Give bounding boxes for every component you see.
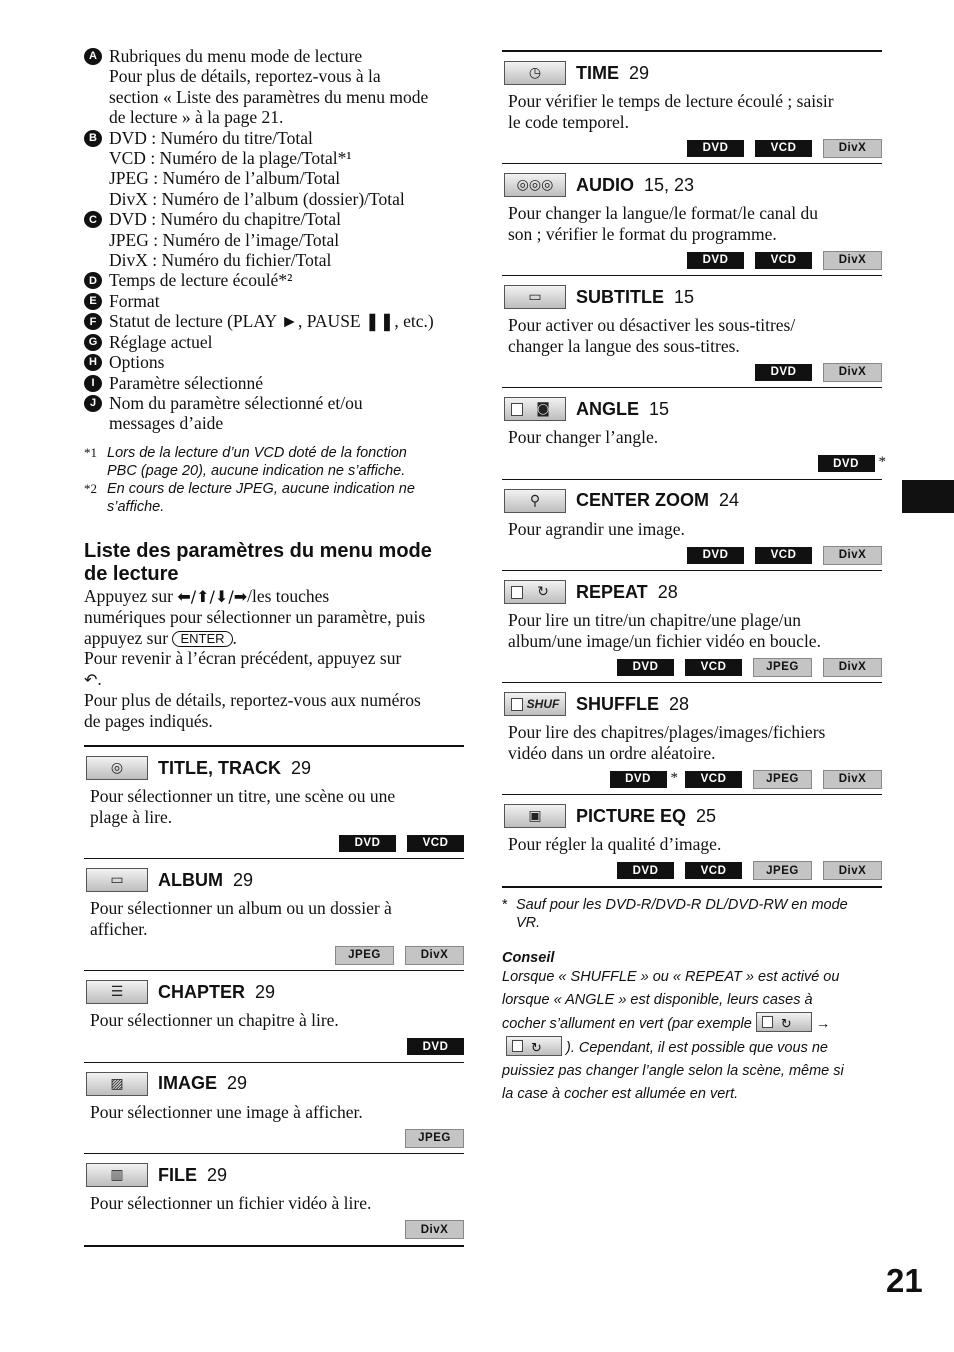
parameter-description	[508, 203, 882, 244]
format-tag-dvd: DVD	[407, 1038, 464, 1055]
description-line: Pour lire un titre/un chapitre/une plage/un	[508, 610, 802, 630]
format-tag-divx: DivX	[823, 139, 882, 158]
format-tag-vcd: VCD	[685, 771, 742, 788]
parameter-name: REPEAT	[576, 581, 648, 602]
parameter-item	[502, 794, 882, 886]
legend-item	[84, 291, 464, 311]
description-line: afficher.	[90, 918, 148, 939]
parameter-page: 29	[233, 869, 254, 890]
format-tag-divx: DivX	[823, 251, 882, 270]
film-icon	[86, 1163, 148, 1187]
legend-line: VCD : Numéro de la plage/Total*¹	[109, 148, 352, 169]
parameter-description	[508, 91, 882, 132]
format-tags	[502, 454, 886, 473]
legend-text	[109, 291, 160, 311]
format-tag-vcd: VCD	[685, 862, 742, 879]
return-icon: ↶	[84, 669, 98, 689]
legend-line: DVD : Numéro du chapitre/Total	[109, 209, 342, 230]
parameter-description	[90, 1193, 464, 1214]
legend-text	[109, 373, 263, 393]
parameter-description	[90, 1102, 464, 1123]
format-tag-divx: DivX	[823, 363, 882, 382]
right-column	[502, 50, 886, 1106]
format-tag-vcd: VCD	[755, 140, 812, 157]
footnote	[84, 444, 464, 480]
parameter-list-left	[84, 745, 464, 1247]
repeat-icon	[504, 580, 566, 604]
parameter-page: 24	[719, 490, 740, 510]
parameter-item	[502, 163, 882, 275]
conseil-heading: Conseil	[502, 949, 555, 966]
legend-line: Paramètre sélectionné	[109, 372, 264, 393]
format-tags	[502, 139, 882, 157]
subtitle-icon	[504, 285, 566, 309]
legend-line: Format	[109, 290, 160, 311]
text: appuyez sur	[84, 627, 173, 648]
text: la case à cocher est allumée en vert.	[502, 1085, 739, 1102]
disc-icon	[86, 756, 148, 780]
format-tag-divx: DivX	[823, 770, 882, 789]
parameter-page: 15, 23	[644, 174, 695, 195]
camera-icon	[504, 397, 566, 421]
parameter-page: 29	[255, 981, 276, 1002]
parameter-description	[508, 315, 882, 356]
description-line: le code temporel.	[508, 111, 629, 132]
text: Pour plus de détails, reportez-vous aux numéros	[84, 690, 421, 711]
text: /les touches	[247, 585, 330, 606]
parameter-header	[502, 579, 882, 605]
parameter-item	[84, 747, 464, 858]
format-tag-jpeg: JPEG	[753, 861, 812, 880]
text: numériques pour sélectionner un paramètre, puis	[84, 607, 426, 628]
legend-text	[109, 270, 292, 290]
format-tag-dvd: DVD	[687, 252, 744, 269]
format-tag-dvd: DVD	[818, 455, 875, 472]
footnote	[84, 480, 464, 516]
format-tags	[502, 546, 882, 564]
legend-item	[84, 209, 464, 270]
audio-icon	[504, 173, 566, 197]
format-tags	[84, 946, 464, 964]
parameter-page: 29	[629, 62, 650, 83]
format-tag-dvd: DVD	[339, 835, 396, 852]
icon-glyph: SHUF	[526, 697, 560, 711]
parameter-name: TITLE, TRACK	[158, 757, 281, 778]
description-line: album/une image/un fichier vidéo en boucle.	[508, 630, 821, 651]
footnote-line: VR.	[516, 914, 541, 931]
footnote-mark: *1	[84, 444, 97, 460]
format-tag-jpeg: JPEG	[753, 658, 812, 677]
text: cocher s’allument en vert (par exemple	[502, 1015, 752, 1032]
instructions	[84, 586, 464, 732]
format-tags	[502, 862, 882, 880]
format-tag-dvd: DVD	[617, 659, 674, 676]
parameter-header	[502, 396, 882, 422]
callout-letter-badge: B	[84, 130, 102, 147]
legend-line: DVD : Numéro du titre/Total	[109, 127, 313, 148]
callout-letter-badge: C	[84, 211, 102, 228]
legend-item	[84, 352, 464, 372]
icon-glyph: ☰	[110, 984, 124, 1001]
format-tags	[502, 251, 882, 269]
parameter-item	[502, 682, 882, 794]
text: .	[232, 627, 237, 648]
format-tag-dvd: DVD	[610, 771, 667, 788]
parameter-header	[84, 867, 464, 893]
callout-letter-badge: G	[84, 334, 102, 351]
legend-line: Statut de lecture (PLAY ►, PAUSE ❚❚, etc.)	[109, 311, 434, 332]
parameter-page: 29	[207, 1164, 228, 1185]
callout-legend	[84, 46, 464, 434]
parameter-description	[508, 519, 882, 540]
description-line: changer la langue des sous-titres.	[508, 335, 740, 356]
icon-glyph: ▭	[528, 289, 542, 305]
parameter-header	[502, 60, 882, 86]
format-tag-vcd: VCD	[755, 252, 812, 269]
legend-item	[84, 373, 464, 393]
side-tab-marker	[902, 480, 954, 513]
description-line: son ; vérifier le format du programme.	[508, 223, 777, 244]
callout-letter-badge: A	[84, 48, 102, 65]
legend-text	[109, 209, 341, 270]
icon-glyph: ◎◎◎	[516, 177, 554, 193]
conseil-text	[502, 966, 882, 1106]
footnote-text	[107, 444, 407, 480]
folder-icon	[86, 868, 148, 892]
shuffle-icon	[504, 692, 566, 716]
parameter-name: AUDIO	[576, 174, 634, 195]
parameter-header	[84, 1162, 464, 1188]
asterisk-mark: *	[670, 769, 678, 786]
description-line: Pour lire des chapitres/plages/images/fichiers	[508, 722, 826, 742]
icon-glyph: ↻	[537, 584, 549, 600]
parameter-page: 28	[657, 581, 678, 602]
legend-line: DivX : Numéro du fichier/Total	[109, 250, 332, 271]
legend-item	[84, 46, 464, 128]
footnote-line: Lors de la lecture d’un VCD doté de la fonction	[107, 444, 407, 461]
description-line: Pour sélectionner un titre, une scène ou une	[90, 786, 396, 807]
arrow-keys-icon: ⬅/⬆/⬇/➡	[177, 586, 248, 606]
format-tag-dvd: DVD	[687, 547, 744, 564]
icon-glyph: ▥	[110, 1167, 124, 1184]
repeat-checkbox-icon: ↻	[756, 1012, 812, 1032]
parameter-item	[84, 1062, 464, 1154]
legend-line: JPEG : Numéro de l’album/Total	[109, 168, 341, 189]
parameter-header	[502, 691, 882, 717]
format-tags	[502, 770, 882, 788]
icon-glyph: ▣	[528, 808, 542, 824]
left-column	[84, 46, 464, 1247]
legend-line: Rubriques du menu mode de lecture	[109, 46, 363, 66]
format-tag-divx: DivX	[405, 946, 464, 965]
footnote-line: s’affiche.	[107, 498, 165, 515]
parameter-header	[502, 284, 882, 310]
clapper-icon	[86, 980, 148, 1004]
parameter-name: CHAPTER	[158, 981, 246, 1002]
callout-letter-badge: D	[84, 272, 102, 289]
legend-text	[109, 393, 363, 434]
legend-line: Nom du paramètre sélectionné et/ou	[109, 392, 363, 413]
icon-glyph: ◙	[536, 401, 550, 417]
right-footnote	[502, 896, 882, 932]
footnote-text	[107, 480, 415, 516]
callout-letter-badge: H	[84, 354, 102, 371]
parameter-item	[502, 275, 882, 387]
parameter-description	[508, 610, 882, 651]
callout-letter-badge: E	[84, 293, 102, 310]
format-tag-vcd: VCD	[755, 547, 812, 564]
icon-glyph: ▨	[110, 1075, 124, 1092]
description-line: Pour sélectionner un chapitre à lire.	[90, 1010, 339, 1031]
format-tags	[84, 1038, 464, 1056]
format-tags	[84, 1129, 464, 1147]
format-tag-dvd: DVD	[687, 140, 744, 157]
format-tag-jpeg: JPEG	[753, 770, 812, 789]
text: Pour revenir à l’écran précédent, appuyez sur	[84, 648, 402, 669]
format-tag-vcd: VCD	[685, 659, 742, 676]
footnote-line: PBC (page 20), aucune indication ne s’affiche.	[107, 462, 406, 479]
icon-glyph: ◎	[110, 760, 124, 777]
icon-glyph: ⚲	[529, 492, 541, 509]
text: puissiez pas changer l’angle selon la scène, même si	[502, 1062, 844, 1079]
description-line: Pour changer la langue/le format/le canal du	[508, 203, 819, 223]
parameter-description	[508, 427, 882, 448]
clock-icon	[504, 61, 566, 85]
footnote-line: En cours de lecture JPEG, aucune indication ne	[107, 480, 415, 497]
parameter-name: CENTER ZOOM	[576, 490, 709, 510]
parameter-item	[84, 970, 464, 1062]
parameter-name: SHUFFLE	[576, 693, 659, 714]
format-tags	[84, 1221, 464, 1239]
footnote-mark: *	[502, 896, 508, 913]
legend-text	[109, 46, 428, 128]
parameter-name: FILE	[158, 1164, 197, 1185]
parameter-header	[84, 1071, 464, 1097]
parameter-description	[90, 1010, 464, 1031]
description-line: Pour sélectionner une image à afficher.	[90, 1101, 363, 1122]
zoom-icon	[504, 489, 566, 513]
description-line: plage à lire.	[90, 806, 173, 827]
description-line: Pour sélectionner un album ou un dossier à	[90, 898, 392, 919]
legend-line: section « Liste des paramètres du menu mode	[109, 86, 429, 107]
footnotes	[84, 444, 464, 516]
parameter-header	[84, 755, 464, 781]
section-heading-line: de lecture	[84, 562, 179, 585]
format-tags	[502, 658, 882, 676]
legend-item	[84, 332, 464, 352]
callout-letter-badge: I	[84, 375, 102, 392]
legend-line: messages d’aide	[109, 413, 224, 434]
parameter-header	[502, 803, 882, 829]
checkbox-icon	[511, 403, 523, 416]
arrow-icon: →	[815, 1015, 831, 1032]
text: .	[97, 668, 102, 689]
parameter-description	[90, 786, 464, 827]
legend-text	[109, 128, 405, 210]
parameter-header	[84, 979, 464, 1005]
format-tags	[502, 363, 882, 381]
parameter-page: 15	[649, 398, 670, 419]
parameter-header	[502, 488, 882, 514]
parameter-description	[508, 722, 882, 763]
format-tags	[84, 834, 464, 852]
description-line: vidéo dans un ordre aléatoire.	[508, 742, 716, 763]
parameter-item	[502, 387, 886, 479]
parameter-name: IMAGE	[158, 1073, 218, 1094]
legend-line: Temps de lecture écoulé*²	[109, 270, 293, 291]
text: Lorsque « SHUFFLE » ou « REPEAT » est activé ou	[502, 968, 840, 985]
icon-glyph: ◷	[528, 65, 542, 81]
section-heading	[84, 540, 464, 586]
format-tag-divx: DivX	[823, 546, 882, 565]
parameter-item	[84, 858, 464, 970]
parameter-name: SUBTITLE	[576, 286, 664, 307]
parameter-item	[502, 52, 882, 163]
text: lorsque « ANGLE » est disponible, leurs cases à	[502, 991, 813, 1008]
format-tag-jpeg: JPEG	[405, 1129, 464, 1148]
parameter-page: 29	[227, 1073, 248, 1094]
asterisk-mark: *	[878, 454, 886, 470]
legend-item	[84, 311, 464, 331]
legend-line: DivX : Numéro de l’album (dossier)/Total	[109, 188, 405, 209]
section-heading-line: Liste des paramètres du menu mode	[84, 539, 432, 562]
checkbox-icon	[511, 586, 523, 599]
text: Appuyez sur	[84, 585, 178, 606]
checkbox-icon	[511, 698, 523, 711]
parameter-item	[502, 570, 882, 682]
parameter-name: TIME	[576, 62, 619, 83]
parameter-item	[502, 479, 882, 571]
legend-line: Options	[109, 352, 165, 373]
parameter-description	[90, 898, 464, 939]
text: ). Cependant, il est possible que vous ne	[566, 1039, 828, 1056]
legend-text	[109, 352, 164, 372]
callout-letter-badge: F	[84, 313, 102, 330]
description-line: Pour sélectionner un fichier vidéo à lire.	[90, 1193, 372, 1214]
text: de pages indiqués.	[84, 710, 213, 731]
parameter-page: 15	[674, 286, 695, 307]
parameter-name: ALBUM	[158, 869, 223, 890]
format-tag-divx: DivX	[823, 658, 882, 677]
parameter-page: 29	[291, 757, 312, 778]
legend-item	[84, 270, 464, 290]
footnote-line: Sauf pour les DVD-R/DVD-R DL/DVD-RW en mode	[516, 896, 848, 913]
picture-icon	[86, 1072, 148, 1096]
legend-text	[109, 311, 434, 331]
description-line: Pour régler la qualité d’image.	[508, 834, 722, 854]
format-tag-jpeg: JPEG	[335, 946, 394, 965]
enter-key-icon: ENTER	[172, 631, 232, 647]
legend-item	[84, 393, 464, 434]
format-tag-divx: DivX	[823, 861, 882, 880]
legend-line: Pour plus de détails, reportez-vous à la	[109, 66, 381, 87]
parameter-header	[502, 172, 882, 198]
parameter-page: 28	[669, 693, 690, 714]
page-number: 21	[886, 1262, 923, 1299]
parameter-name: ANGLE	[576, 398, 639, 419]
parameter-list-right	[502, 50, 886, 888]
format-tag-divx: DivX	[405, 1220, 464, 1239]
legend-item	[84, 128, 464, 210]
description-line: Pour activer ou désactiver les sous-titres/	[508, 315, 796, 335]
legend-text	[109, 332, 213, 352]
legend-line: de lecture » à la page 21.	[109, 107, 284, 128]
repeat-checkbox-icon: ↻	[506, 1036, 562, 1056]
legend-line: Réglage actuel	[109, 331, 213, 352]
parameter-name: PICTURE EQ	[576, 805, 687, 826]
description-line: Pour agrandir une image.	[508, 518, 685, 539]
parameter-item	[84, 1153, 464, 1245]
icon-glyph: ▭	[110, 872, 124, 889]
legend-line: JPEG : Numéro de l’image/Total	[109, 229, 340, 250]
format-tag-dvd: DVD	[617, 862, 674, 879]
format-tag-dvd: DVD	[755, 364, 812, 381]
picture-eq-icon	[504, 804, 566, 828]
description-line: Pour vérifier le temps de lecture écoulé ; saisir	[508, 91, 834, 111]
footnote-mark: *2	[84, 480, 97, 496]
callout-letter-badge: J	[84, 395, 102, 412]
parameter-description	[508, 834, 882, 855]
description-line: Pour changer l’angle.	[508, 427, 659, 447]
parameter-page: 25	[696, 805, 717, 826]
format-tag-vcd: VCD	[407, 835, 464, 852]
